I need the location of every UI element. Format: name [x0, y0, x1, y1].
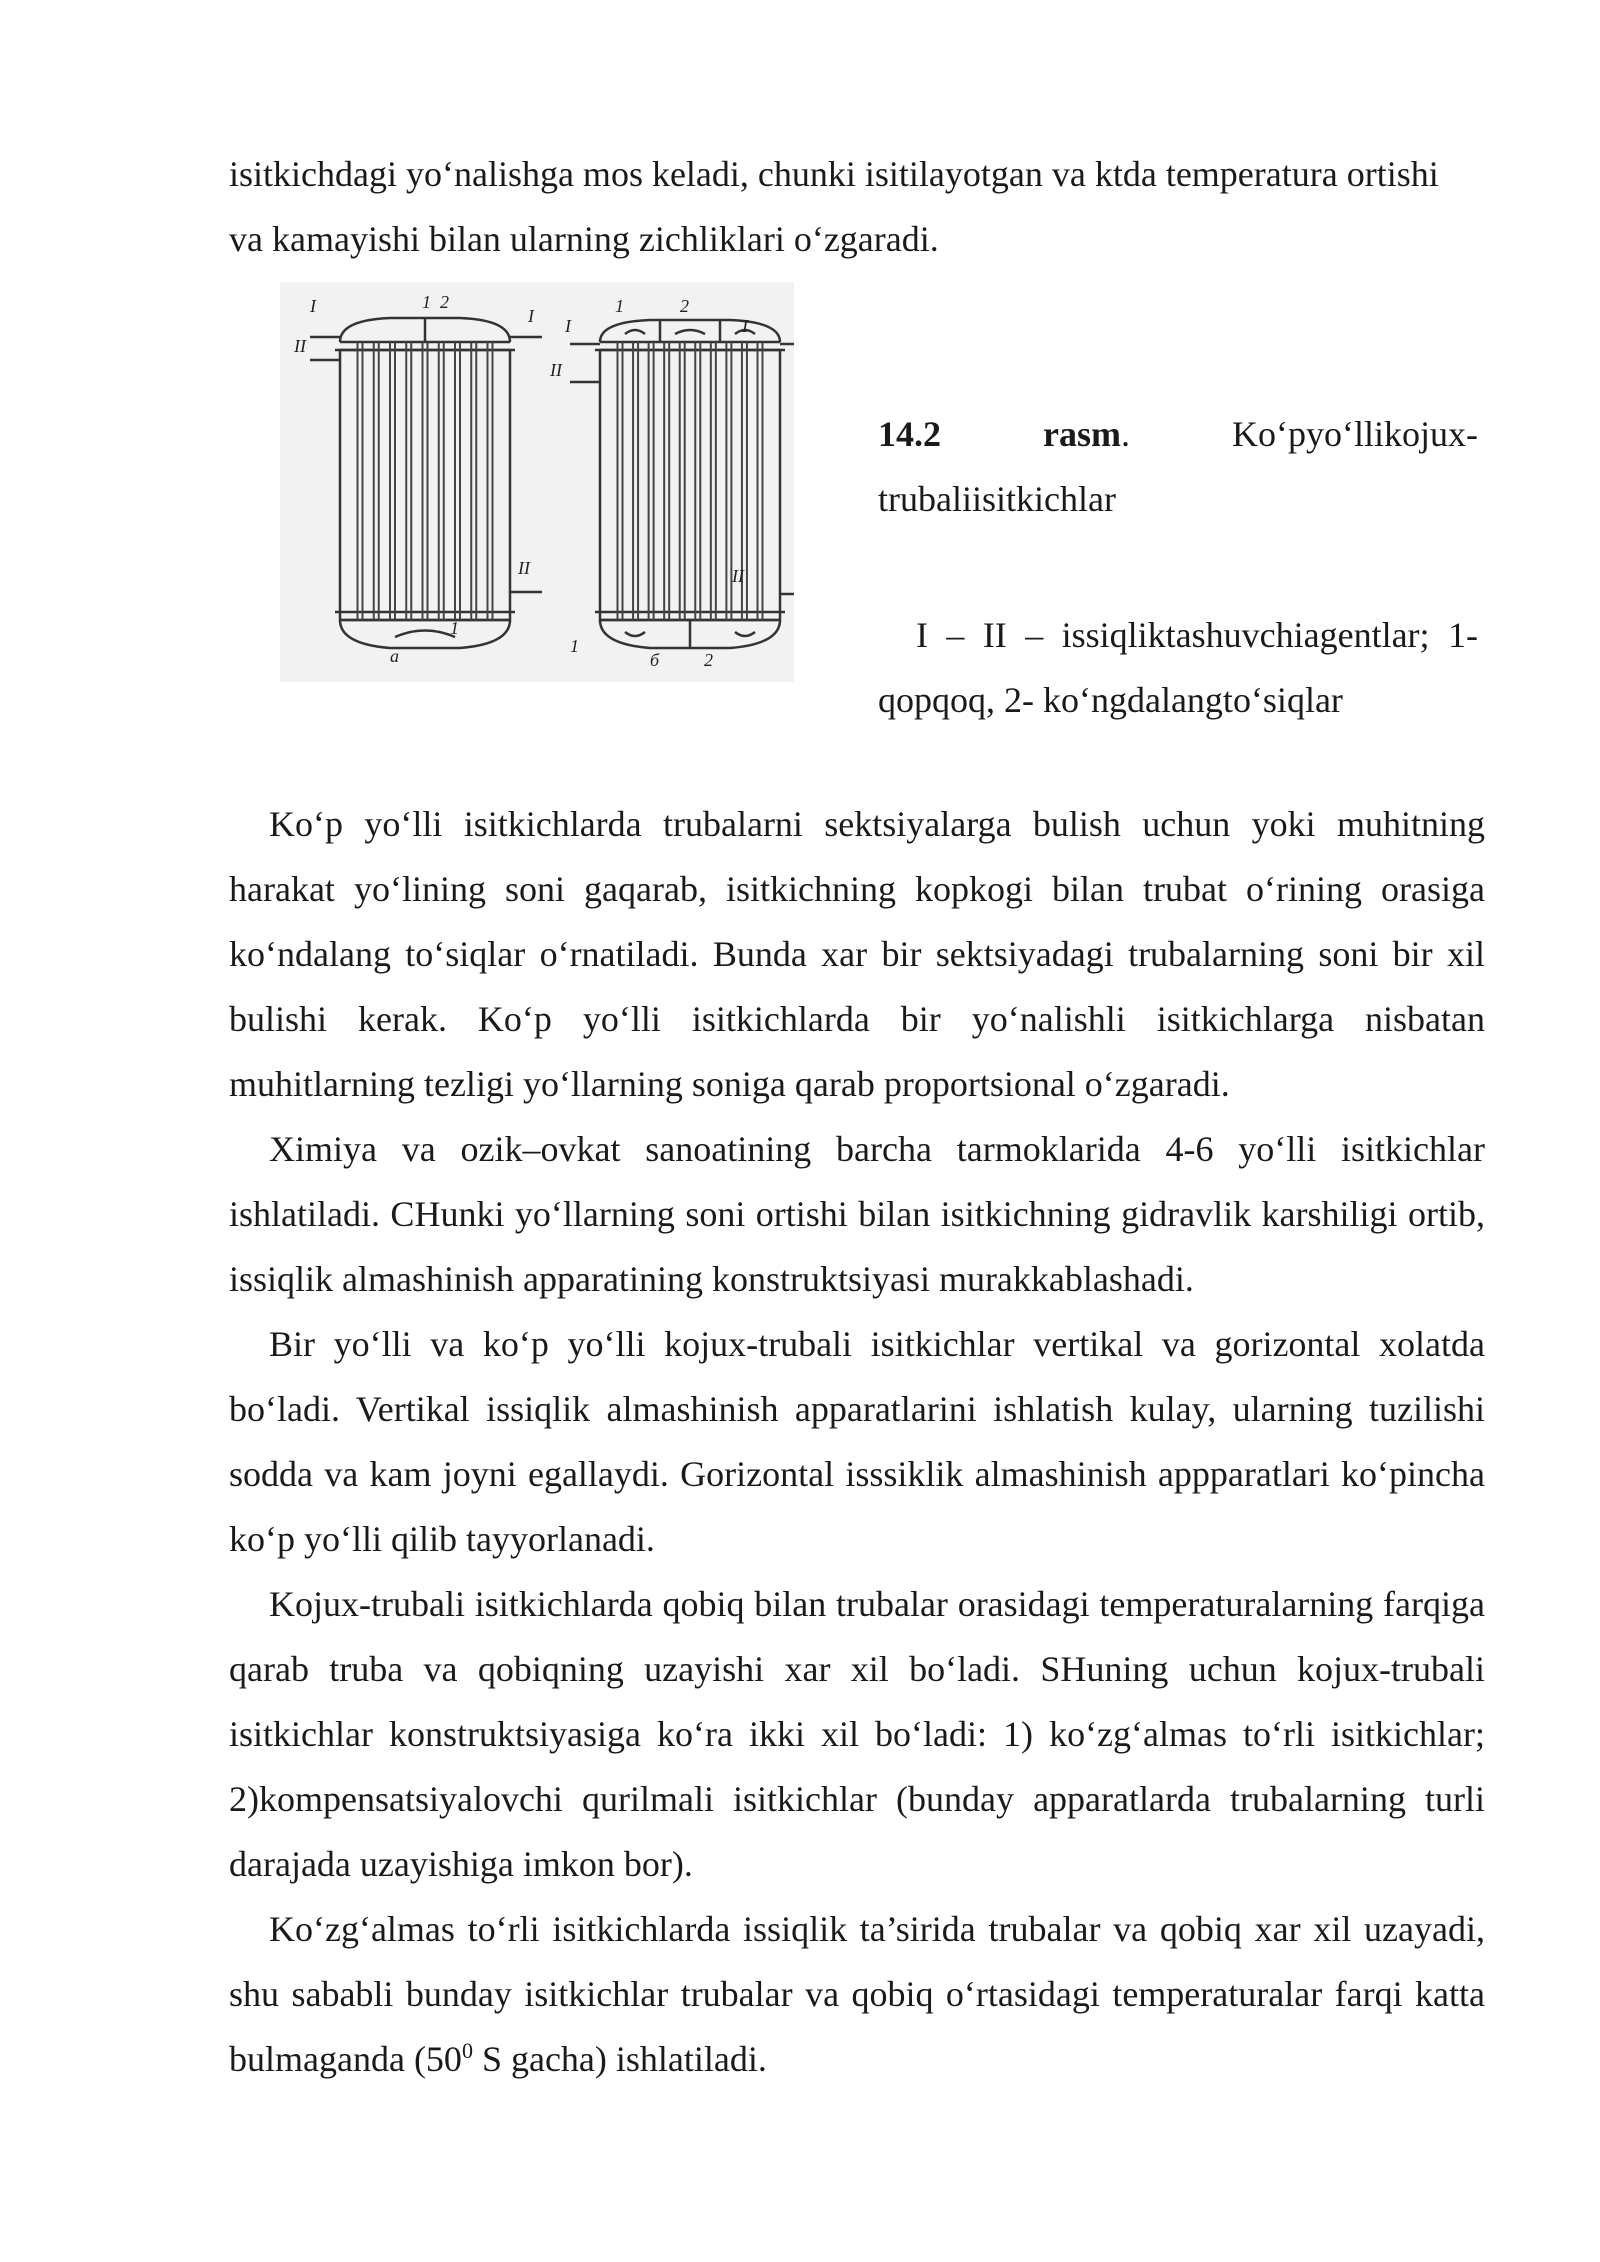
label-II-right-a: II	[518, 558, 530, 578]
paragraph-5-part-b: S gacha) ishlatiladi.	[472, 2039, 767, 2079]
paragraph-5	[229, 1897, 1485, 2092]
legend-line-1	[878, 603, 1478, 668]
legend-line-2: qopqoq, 2- ko‘ngdalangto‘siqlar	[878, 680, 1343, 720]
legend-c: II	[982, 615, 1007, 655]
label-II-right-b: II	[732, 566, 744, 586]
caption-title-line	[878, 402, 1478, 467]
label-1-top-a: 1	[422, 292, 431, 312]
label-2-bottom-b: 2	[704, 650, 713, 670]
legend-f: 1-	[1447, 615, 1478, 655]
label-1-bottom-a: 1	[450, 618, 459, 638]
heat-exchanger-figure	[280, 282, 794, 682]
bottom-cover-a	[340, 620, 510, 648]
paragraph-5-part-a: Ko‘zg‘almas to‘rli isitkichlarda issiqlik ta’sirida trubalar va qobiq xar xil uzayadi, shu sababli bunday isitkichlar trubalar va qobiq o‘rtasidagi temperaturalar farqi katta bulmaganda (50	[229, 1909, 1485, 2079]
label-1-top-b: 1	[615, 296, 624, 316]
figure-caption	[878, 402, 1478, 532]
caption-word: rasm	[1043, 414, 1121, 454]
caption-word-wrap	[1043, 402, 1130, 467]
paragraph-2: Ximiya va ozik–ovkat sanoatining barcha tarmoklarida 4-6 yo‘lli isitkichlar ishlatiladi. CHunki yo‘llarning soni ortishi bilan isitkichning gidravlik karshiligi ortib, issiqlik almashinish apparatining konstruktsiyasi murakkablashadi.	[229, 1129, 1485, 1299]
caption-title-part1: Ko‘pyo‘llikojux-	[1232, 414, 1478, 454]
heat-exchanger-drawing	[280, 282, 794, 682]
legend-b: –	[946, 615, 965, 655]
legend-d: –	[1025, 615, 1044, 655]
caption-title-part2: trubaliisitkichlar	[878, 479, 1116, 519]
label-2-top-a: 2	[440, 292, 449, 312]
paragraph-1: Ko‘p yo‘lli isitkichlarda trubalarni sektsiyalarga bulish uchun yoki muhitning harakat yo‘lining soni gaqarab, isitkichning kopkogi bilan trubat o‘rining orasiga ko‘ndalang to‘siqlar o‘rnatiladi. Bunda xar bir sektsiyadagi trubalarning soni bir xil bulishi kerak. Ko‘p yo‘lli isitkichlarda bir yo‘nalishli isitkichlarga nisbatan muhitlarning tezligi yo‘llarning soniga qarab proportsional o‘zgaradi.	[229, 804, 1485, 1104]
label-1-bottom-b: 1	[570, 636, 579, 656]
intro-line-1: isitkichdagi yo‘nalishga mos keladi, chunki isitilayotgan va ktda temperatura ortishi	[229, 154, 1439, 194]
intro-paragraph	[229, 142, 1485, 272]
label-I-left-a: I	[310, 296, 316, 316]
label-a: a	[390, 646, 399, 666]
legend-a: I	[916, 615, 928, 655]
legend-e: issiqliktashuvchiagentlar;	[1061, 615, 1430, 655]
label-b: б	[650, 650, 660, 670]
paragraph-3: Bir yo‘lli va ko‘p yo‘lli kojux-trubali isitkichlar vertikal va gorizontal xolatda bo‘ladi. Vertikal issiqlik almashinish apparatlarini ishlatish kulay, ularning tuzilishi sodda va kam joyni egallaydi. Gorizontal isssiklik almashinish appparatlari ko‘pincha ko‘p yo‘lli qilib tayyorlanadi.	[229, 1324, 1485, 1559]
body-text	[229, 792, 1485, 2092]
degree-superscript: 0	[461, 2038, 473, 2063]
intro-line-2: va kamayishi bilan ularning zichliklari o‘zgaradi.	[229, 219, 939, 259]
label-I-right-b: I	[742, 316, 748, 336]
label-2-top-b: 2	[680, 296, 689, 316]
caption-dot: .	[1121, 414, 1130, 454]
label-I-left-b: I	[565, 316, 571, 336]
paragraph-4: Kojux-trubali isitkichlarda qobiq bilan trubalar orasidagi temperaturalarning farqiga qarab truba va qobiqning uzayishi xar xil bo‘ladi. SHuning uchun kojux-trubali isitkichlar konstruktsiyasiga ko‘ra ikki xil bo‘ladi: 1) ko‘zg‘almas to‘rli isitkichlar; 2)kompensatsiyalovchi qurilmali isitkichlar (bunday apparatlarda trubalarning turli darajada uzayishiga imkon bor).	[229, 1584, 1485, 1884]
label-I-right-a: I	[528, 306, 534, 326]
label-II-left-b: II	[550, 360, 562, 380]
caption-number: 14.2	[878, 414, 941, 454]
figure-legend	[878, 603, 1478, 733]
label-II-left-a: II	[294, 336, 306, 356]
